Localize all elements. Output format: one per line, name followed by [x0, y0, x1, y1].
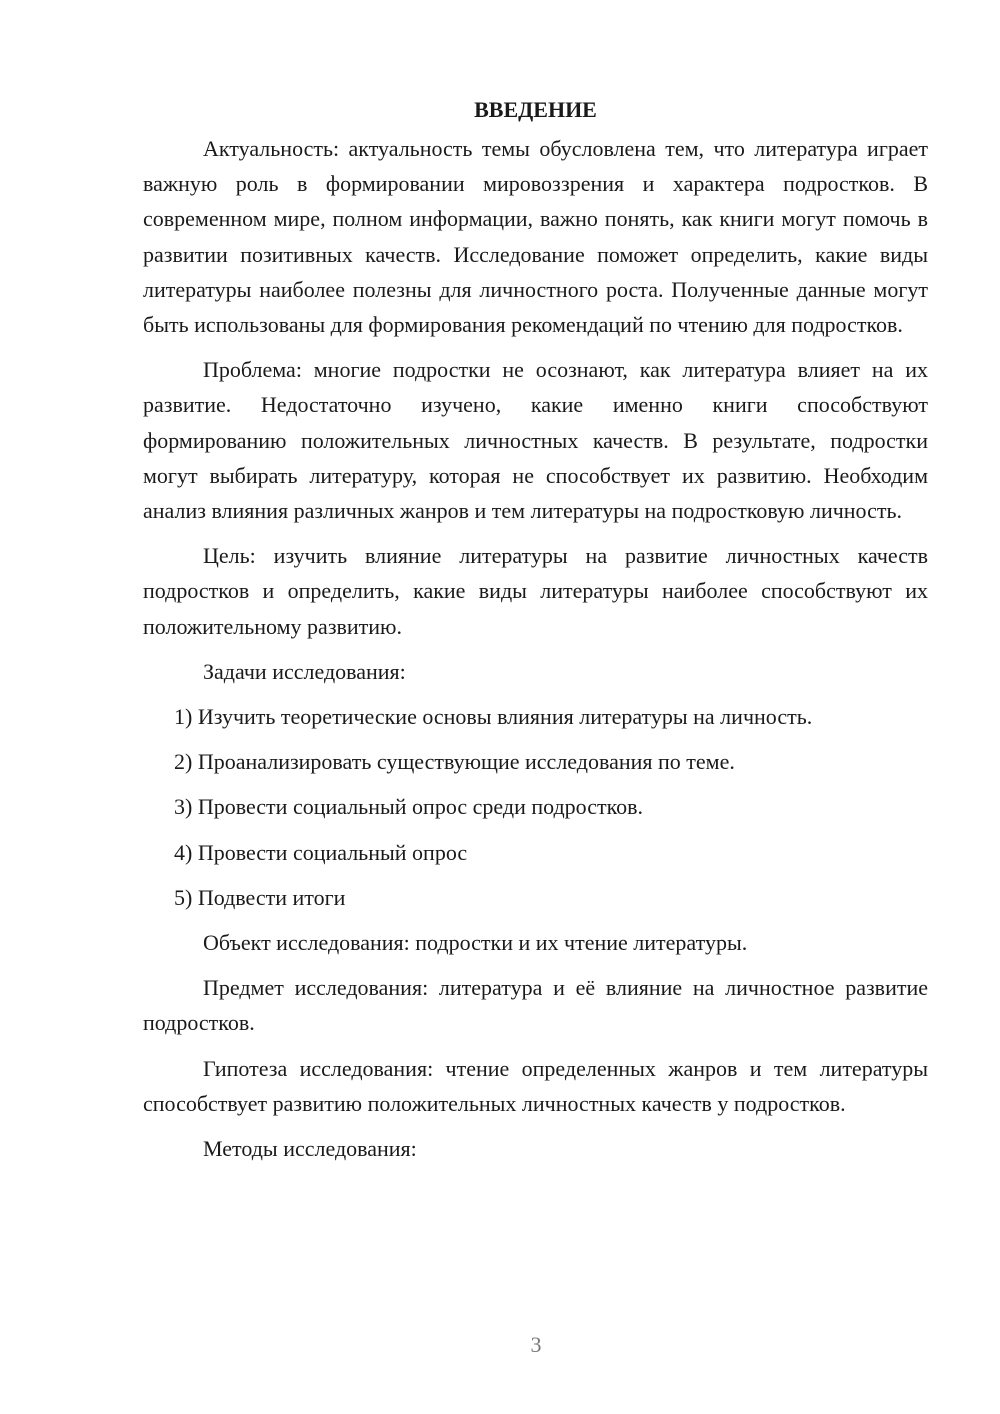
- document-page: [143, 92, 928, 1176]
- subject-paragraph: Предмет исследования: литература и её влияние на личностное развитие подростков.: [143, 975, 928, 1036]
- methods-heading: Методы исследования:: [203, 1136, 417, 1162]
- page-number: 3: [530, 1332, 542, 1357]
- tasks-heading: Задачи исследования:: [203, 658, 406, 684]
- tasks-list: [143, 699, 928, 915]
- task-item: 1) Изучить теоретические основы влияния литературы на личность.: [174, 704, 813, 730]
- task-item: 5) Подвести итоги: [174, 884, 346, 910]
- object-paragraph: Объект исследования: подростки и их чтение литературы.: [203, 930, 748, 956]
- task-item: 3) Провести социальный опрос среди подростков.: [174, 794, 644, 820]
- hypothesis-paragraph: Гипотеза исследования: чтение определенных жанров и тем литературы способствует развитию положительных личностных качеств у подростков.: [143, 1055, 928, 1116]
- goal-paragraph: Цель: изучить влияние литературы на развитие личностных качеств подростков и определить, какие виды литературы наиболее способствуют их положительному развитию.: [143, 543, 928, 639]
- task-item: 2) Проанализировать существующие исследования по теме.: [174, 749, 735, 775]
- task-item: 4) Провести социальный опрос: [174, 839, 468, 865]
- section-title: ВВЕДЕНИЕ: [474, 97, 597, 122]
- relevance-paragraph: Актуальность: актуальность темы обусловлена тем, что литература играет важную роль в формировании мировоззрения и характера подростков. В современном мире, полном информации, важно понять, как книги могут помочь в развитии позитивных качеств. Исследование поможет определить, какие виды литературы наиболее полезны для личностного роста. Полученные данные могут быть использованы для формирования рекомендаций по чтению для подростков.: [143, 136, 928, 338]
- problem-paragraph: Проблема: многие подростки не осознают, как литература влияет на их развитие. Недостаточно изучено, какие именно книги способствуют формированию положительных личностных качеств. В результате, подростки могут выбирать литературу, которая не способствует их развитию. Необходим анализ влияния различных жанров и тем литературы на подростковую личность.: [143, 357, 928, 524]
